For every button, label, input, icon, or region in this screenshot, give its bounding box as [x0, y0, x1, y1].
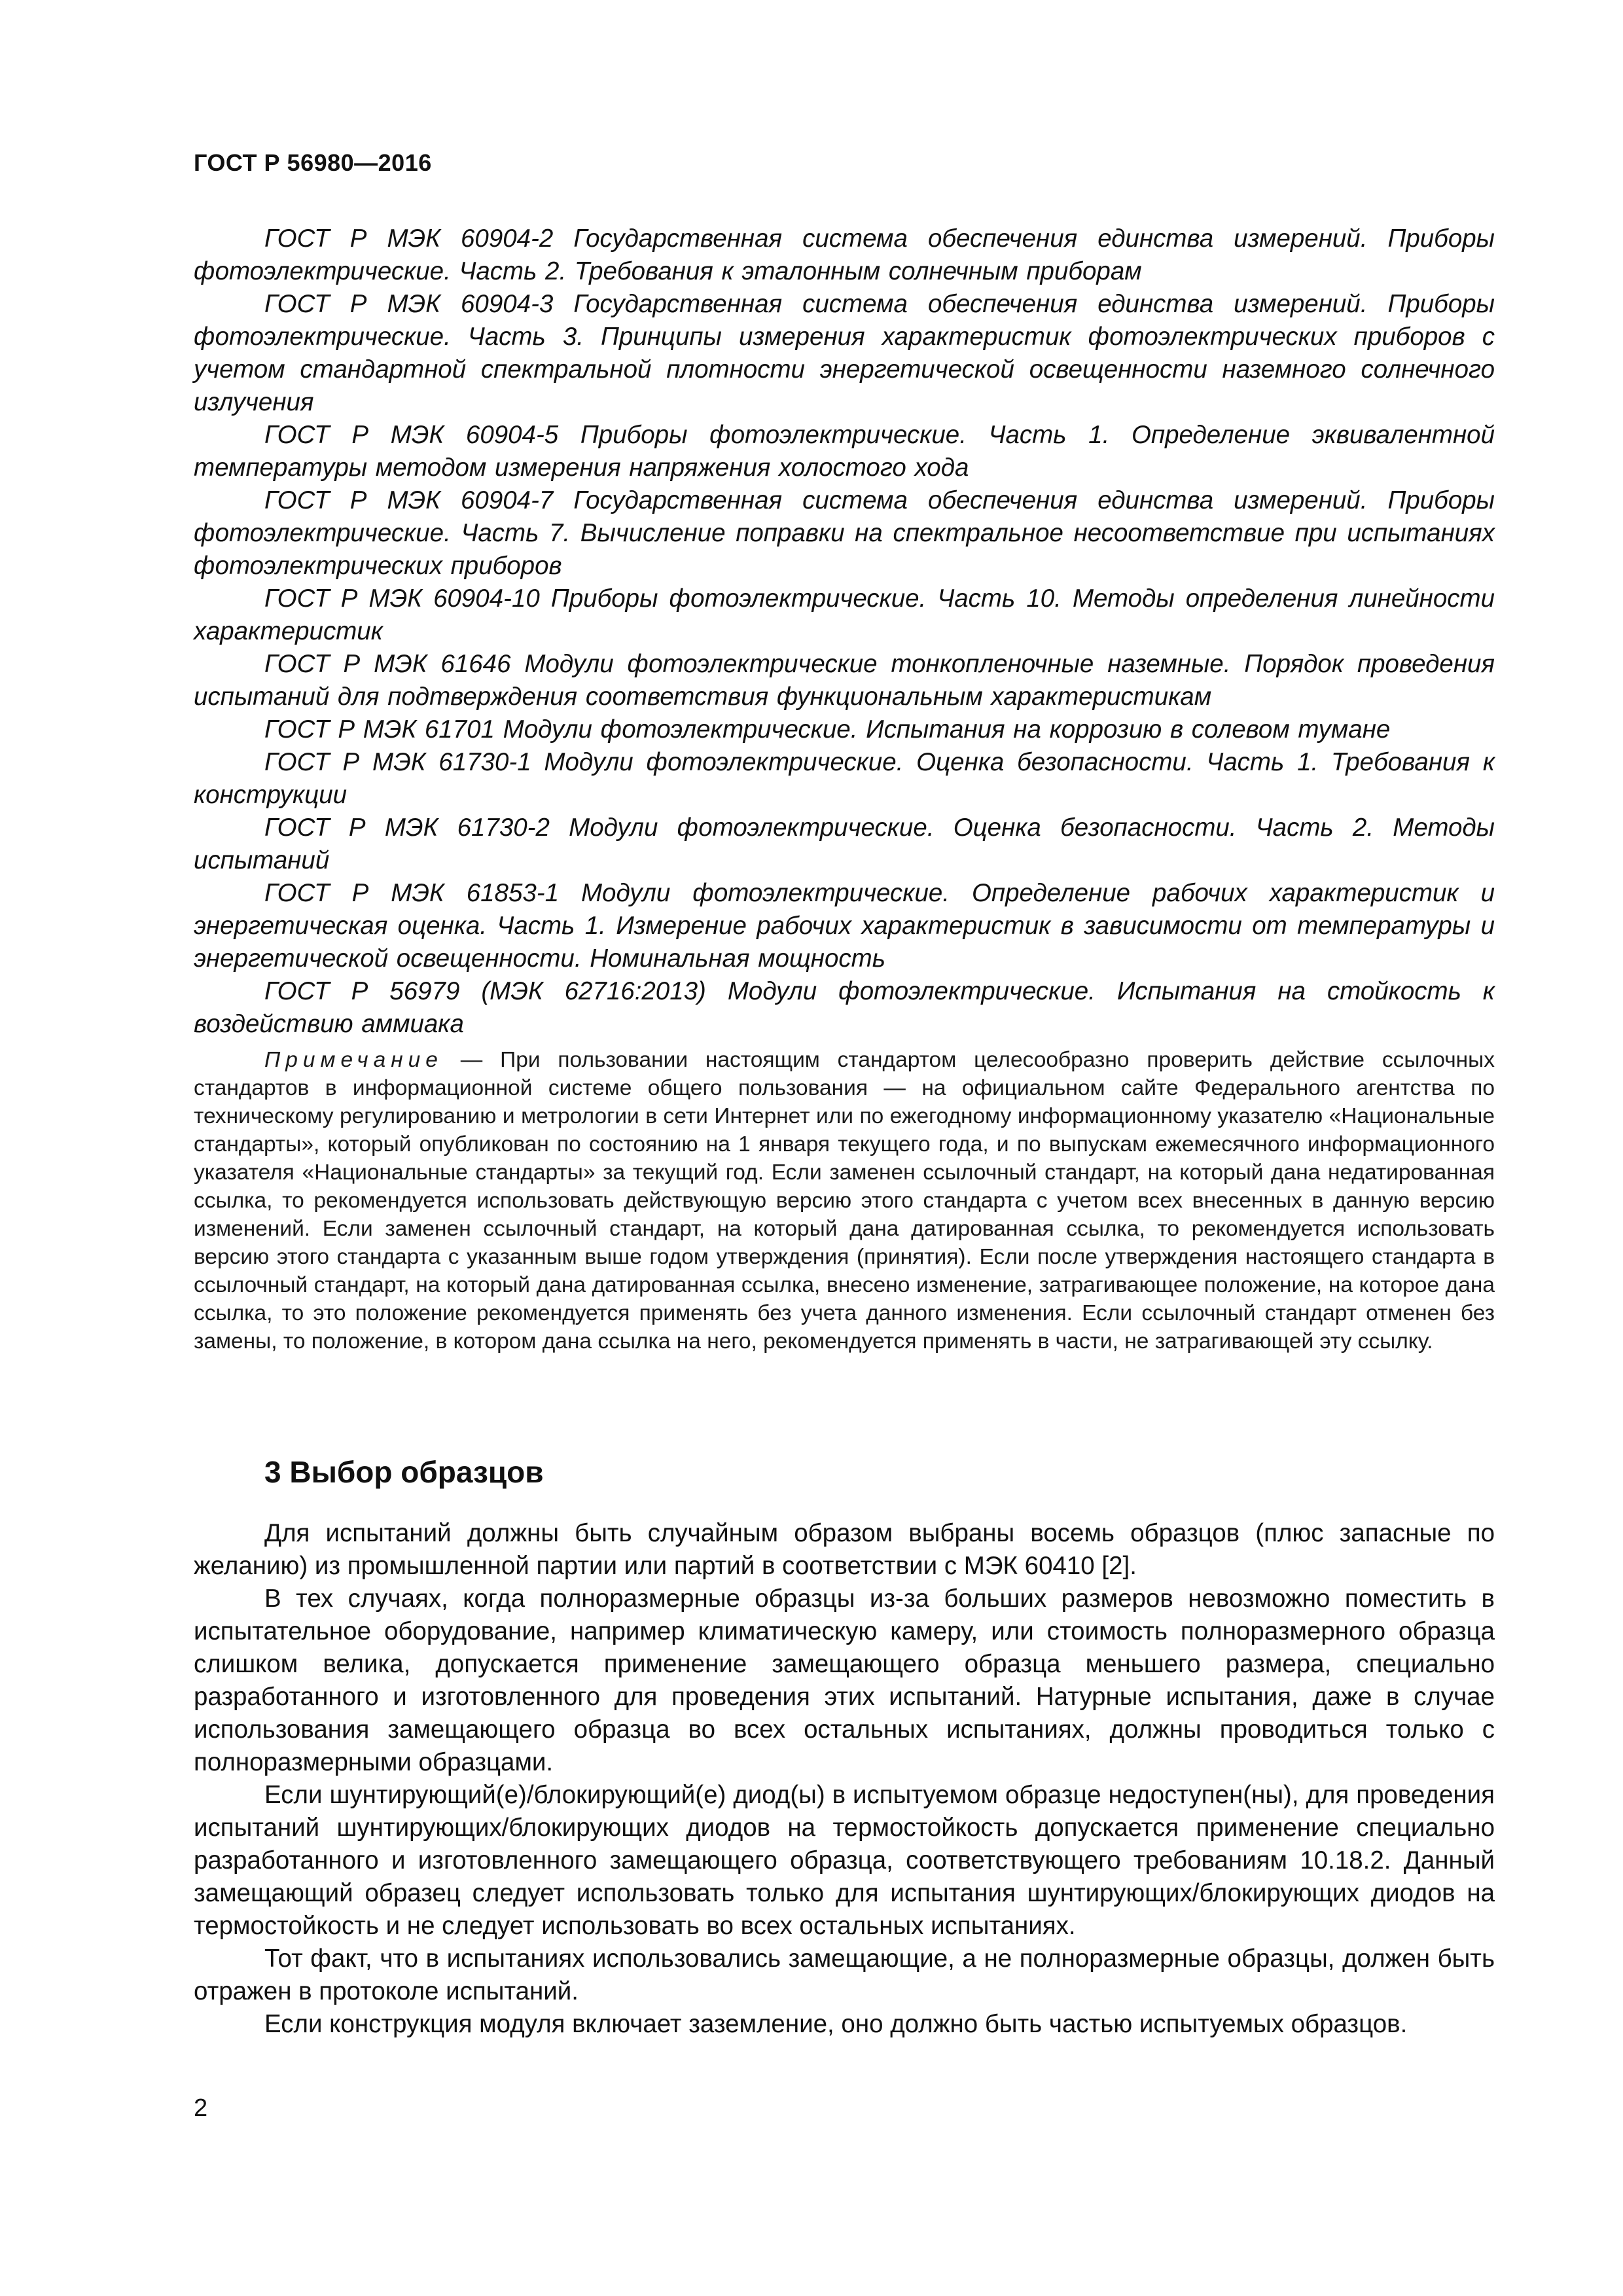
note-text: — При пользовании настоящим стандартом целесообразно проверить действие ссылочных стандартов в информационной системе общего пользования — на официальном сайте Федерального агентства по техническому регулированию и метрологии в сети Интернет или по ежегодному информационному указателю «Национальные стандарты», который опубликован по состоянию на 1 января текущего года, и по выпускам ежемесячного информационного указателя «Национальные стандарты» за текущий год. Если заменен ссылочный стандарт, на который дана недатированная ссылка, то рекомендуется использовать действующую версию этого стандарта с учетом всех внесенных в данную версию изменений. Если заменен ссылочный стандарт, на который дана датированная ссылка, то рекомендуется использовать версию этого стандарта с указанным выше годом утверждения (принятия). Если после утверждения настоящего стандарта в ссылочный стандарт, на который дана датированная ссылка, внесено изменение, затрагивающее положение, на которое дана ссылка, то это положение рекомендуется применять без учета данного изменения. Если ссылочный стандарт отменен без замены, то положение, в котором дана ссылка на него, рекомендуется применять в части, не затрагивающей эту ссылку.: [194, 1048, 1495, 1354]
document-header: ГОСТ Р 56980—2016: [194, 149, 432, 176]
note-paragraph: [194, 1046, 1495, 1355]
page-number: 2: [194, 2094, 208, 2122]
note-label: Примечание: [264, 1048, 443, 1072]
reference-item: ГОСТ Р МЭК 61701 Модули фотоэлектрические. Испытания на коррозию в солевом тумане: [264, 715, 1391, 744]
reference-item: ГОСТ Р МЭК 61730-2 Модули фотоэлектрические. Оценка безопасности. Часть 2. Методы испытаний: [194, 814, 1495, 874]
reference-item: ГОСТ Р МЭК 60904-5 Приборы фотоэлектрические. Часть 1. Определение эквивалентной температуры методом измерения напряжения холостого хода: [194, 421, 1495, 482]
reference-item: ГОСТ Р МЭК 61646 Модули фотоэлектрические тонкопленочные наземные. Порядок проведения испытаний для подтверждения соответствия функциональным характеристикам: [194, 650, 1495, 711]
section-title: 3 Выбор образцов: [264, 1455, 544, 1489]
body-paragraph: Если шунтирующий(е)/блокирующий(е) диод(ы) в испытуемом образце недоступен(ны), для проведения испытаний шунтирующих/блокирующих диодов на термостойкость допускается применение специально разработанного и изготовленного замещающего образца, соответствующего требованиям 10.18.2. Данный замещающий образец следует использовать только для испытания шунтирующих/блокирующих диодов на термостойкость и не следует использовать во всех остальных испытаниях.: [194, 1781, 1495, 1940]
document-page: [194, 0, 1495, 2296]
reference-item: ГОСТ Р 56979 (МЭК 62716:2013) Модули фотоэлектрические. Испытания на стойкость к воздействию аммиака: [194, 977, 1495, 1038]
body-paragraph: Если конструкция модуля включает заземление, оно должно быть частью испытуемых образцов.: [264, 2010, 1408, 2038]
body-paragraph: Для испытаний должны быть случайным образом выбраны восемь образцов (плюс запасные по желанию) из промышленной партии или партий в соответствии с МЭК 60410 [2].: [194, 1519, 1495, 1580]
reference-item: ГОСТ Р МЭК 60904-3 Государственная система обеспечения единства измерений. Приборы фотоэлектрические. Часть 3. Принципы измерения характеристик фотоэлектрических приборов с учетом стандартной спектральной плотности энергетической освещенности наземного солнечного излучения: [194, 290, 1495, 416]
reference-item: ГОСТ Р МЭК 60904-10 Приборы фотоэлектрические. Часть 10. Методы определения линейности характеристик: [194, 584, 1495, 645]
body-paragraph: Тот факт, что в испытаниях использовались замещающие, а не полноразмерные образцы, должен быть отражен в протоколе испытаний.: [194, 1945, 1495, 2005]
reference-item: ГОСТ Р МЭК 60904-2 Государственная система обеспечения единства измерений. Приборы фотоэлектрические. Часть 2. Требования к эталонным солнечным приборам: [194, 224, 1495, 285]
section-body: [194, 1517, 1495, 2041]
normative-references-list: [194, 223, 1495, 1355]
reference-item: ГОСТ Р МЭК 60904-7 Государственная система обеспечения единства измерений. Приборы фотоэлектрические. Часть 7. Вычисление поправки на спектральное несоответствие при испытаниях фотоэлектрических приборов: [194, 486, 1495, 580]
reference-item: ГОСТ Р МЭК 61730-1 Модули фотоэлектрические. Оценка безопасности. Часть 1. Требования к конструкции: [194, 748, 1495, 809]
body-paragraph: В тех случаях, когда полноразмерные образцы из-за больших размеров невозможно поместить в испытательное оборудование, например климатическую камеру, или стоимость полноразмерного образца слишком велика, допускается применение замещающего образца меньшего размера, специально разработанного и изготовленного для проведения этих испытаний. Натурные испытания, даже в случае использования замещающего образца во всех остальных испытаниях, должны проводиться только с полноразмерными образцами.: [194, 1585, 1495, 1776]
reference-item: ГОСТ Р МЭК 61853-1 Модули фотоэлектрические. Определение рабочих характеристик и энергетическая оценка. Часть 1. Измерение рабочих характеристик в зависимости от температуры и энергетической освещенности. Номинальная мощность: [194, 879, 1495, 973]
